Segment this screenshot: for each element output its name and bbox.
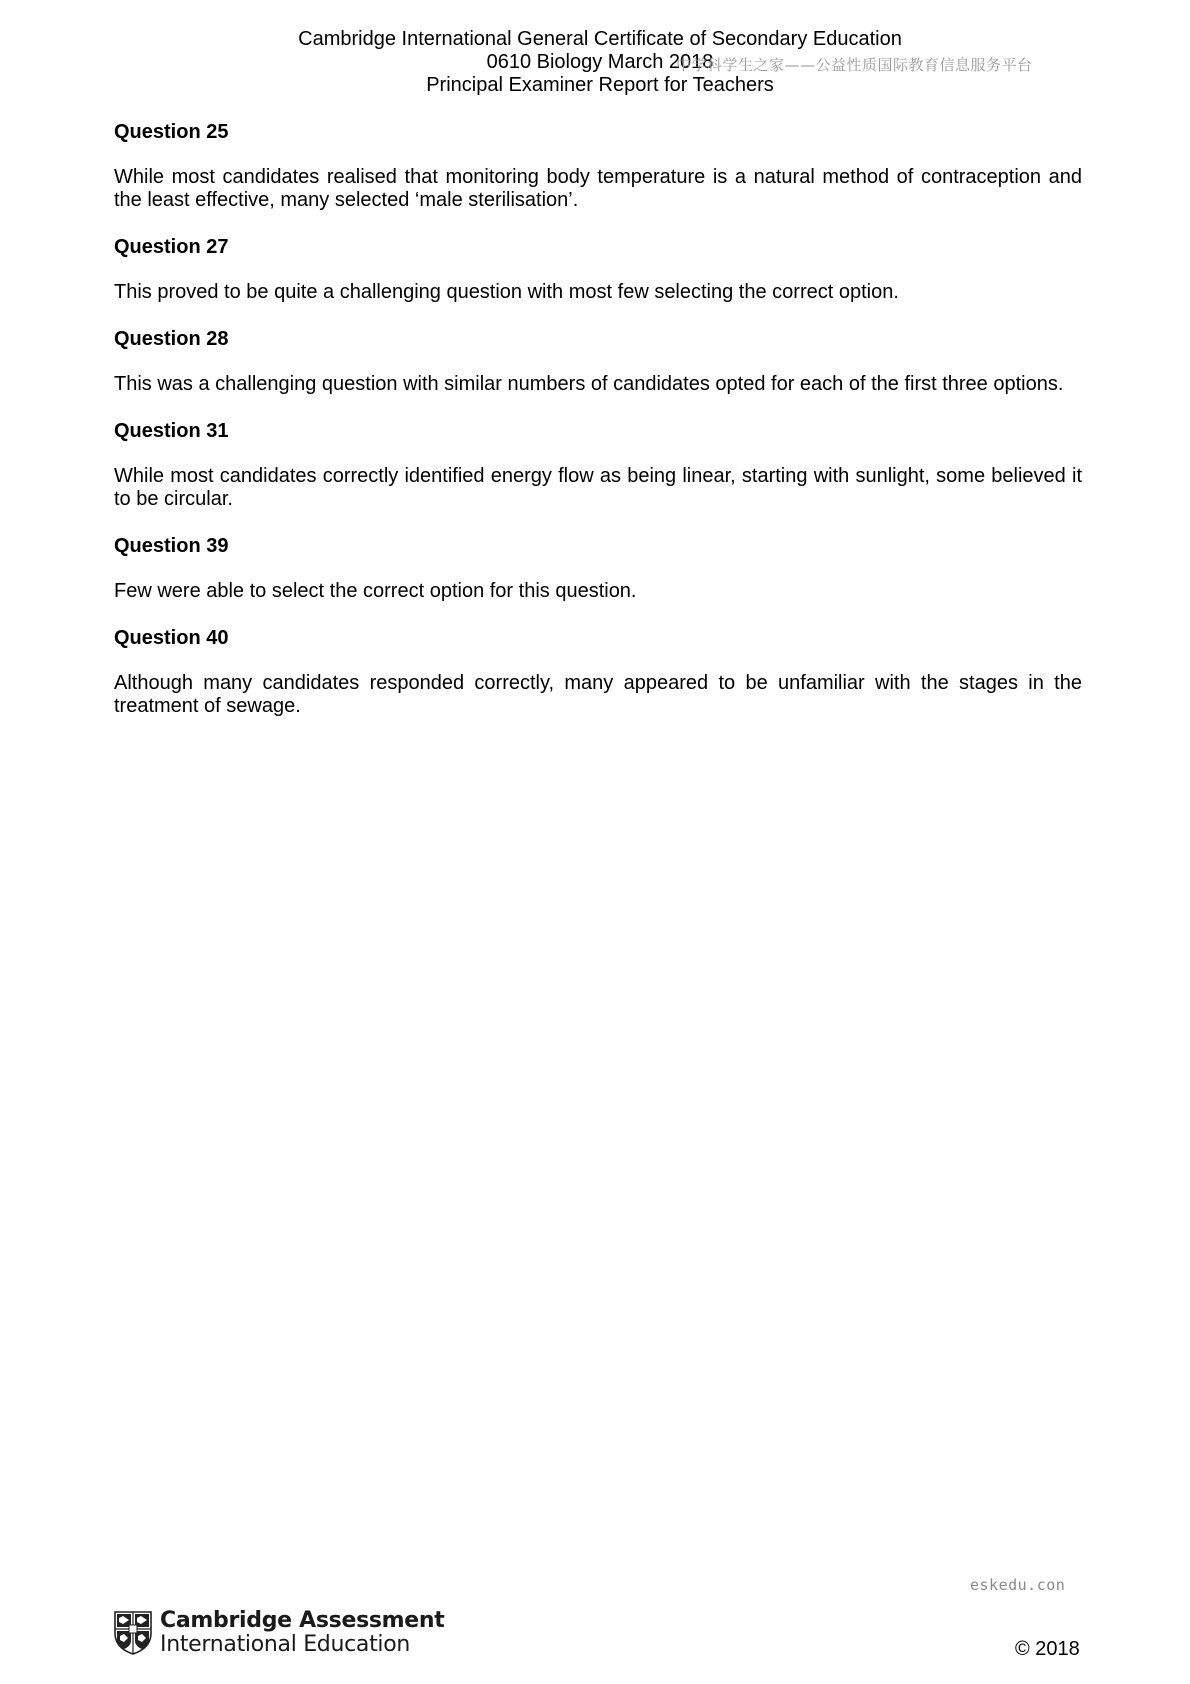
question-section <box>114 626 1082 718</box>
header-qualification: Cambridge International General Certificate of Secondary Education <box>298 28 902 50</box>
question-section <box>114 120 1082 212</box>
question-body: This proved to be quite a challenging question with most few selecting the correct option. <box>114 281 899 303</box>
question-title: Question 28 <box>114 328 229 350</box>
question-title: Question 27 <box>114 236 229 258</box>
question-body: While most candidates realised that monitoring body temperature is a natural method of contraception and the least effective, many selected ‘male sterilisation’. <box>114 166 1082 211</box>
question-body: While most candidates correctly identified energy flow as being linear, starting with sunlight, some believed it to be circular. <box>114 465 1082 510</box>
header-report-title: Principal Examiner Report for Teachers <box>426 74 774 96</box>
crest-icon <box>114 1611 152 1655</box>
logo-line1: Cambridge Assessment <box>160 1608 445 1633</box>
question-section <box>114 327 1082 396</box>
cambridge-logo <box>114 1609 444 1657</box>
question-body: Few were able to select the correct option for this question. <box>114 580 637 602</box>
question-section <box>114 419 1082 511</box>
question-title: Question 31 <box>114 420 229 442</box>
copyright: © 2018 <box>1015 1638 1080 1660</box>
question-body: Although many candidates responded correctly, many appeared to be unfamiliar with the stages in the treatment of sewage. <box>114 672 1082 717</box>
logo-line2: International Education <box>160 1632 411 1657</box>
question-section <box>114 235 1082 304</box>
question-title: Question 25 <box>114 121 229 143</box>
question-title: Question 39 <box>114 535 229 557</box>
question-section <box>114 534 1082 603</box>
report-content <box>114 120 1082 741</box>
logo-text <box>160 1609 444 1657</box>
question-body: This was a challenging question with similar numbers of candidates opted for each of the first three options. <box>114 373 1064 395</box>
watermark-bottom: eskedu.con <box>970 1576 1066 1594</box>
question-title: Question 40 <box>114 627 229 649</box>
header-subject: 0610 Biology March 2018 <box>486 51 714 73</box>
watermark-top: 中学科学生之家——公益性质国际教育信息服务平台 <box>676 56 1033 74</box>
